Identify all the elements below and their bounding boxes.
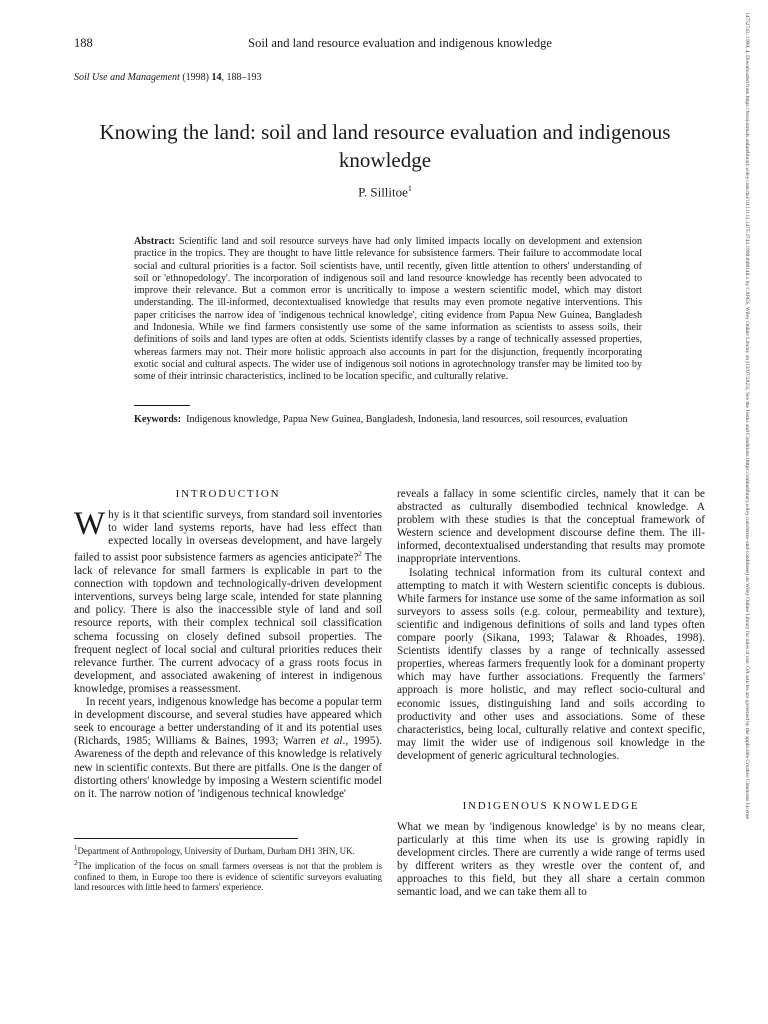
journal-pages: , 188–193	[221, 72, 262, 83]
keywords-text: Indigenous knowledge, Papua New Guinea, Bangladesh, Indonesia, land resources, soil resources, evaluation	[186, 414, 628, 425]
keywords-label: Keywords:	[134, 414, 182, 425]
right-column-top	[397, 488, 705, 763]
author-line	[90, 184, 680, 200]
footnote-2-text: The implication of the focus on small farmers overseas is not that the problem is confined to them, in Europe too there is evidence of scientific surveyors evaluating land resources with little heed to farmers' experience.	[74, 860, 382, 893]
keywords	[134, 414, 642, 426]
right-column-bottom	[397, 821, 705, 900]
indigenous-knowledge-heading: INDIGENOUS KNOWLEDGE	[462, 800, 640, 812]
download-side-note: 14752743, 1998, 4, Downloaded from https://bsssjournals.onlinelibrary.wiley.com/doi/10.1111/j.1475-2743.1998.tb00148.x by CAPES, Wiley Online Library on [12/07/2023]. See the Terms and Conditions (https://onlinelibrary.wiley.com/terms-and-conditions) on Wiley Online Library for rules of use; OA articles are governed by the applicable Creative Commons License	[744, 12, 750, 820]
footnote-rule	[74, 838, 298, 839]
intro-paragraph-2	[74, 696, 382, 801]
journal-name: Soil Use and Management	[74, 72, 180, 83]
abstract	[134, 236, 642, 384]
journal-year: (1998)	[182, 72, 209, 83]
left-column	[74, 506, 382, 801]
journal-citation	[74, 72, 262, 83]
article-title: Knowing the land: soil and land resource evaluation and indigenous knowledge	[99, 120, 671, 172]
intro-paragraph-2-continued: reveals a fallacy in some scientific circles, namely that it can be abstracted as culturally disembodied technical knowledge. A problem with these studies is that the conceptual framework of Western science and development discourse define them. The ill-informed, decontextualised understanding that results may promote inappropriate interventions.	[397, 488, 705, 566]
intro-p2-text-a: In recent years, indigenous knowledge has become a popular term in development discourse, and several studies have appeared which seek to encourage a better understanding of it and its potential uses (Richards, 1985; Williams & Baines, 1993; Warren	[74, 696, 382, 748]
footnote-1-text: Department of Anthropology, University of Durham, Durham DH1 3HN, UK.	[77, 845, 355, 856]
abstract-label: Abstract:	[134, 236, 175, 247]
author-footnote-mark: 1	[407, 184, 412, 193]
journal-volume: 14	[211, 72, 222, 83]
intro-paragraph-3: Isolating technical information from its cultural context and attempting to match it with Western scientific concepts is dubious. While farmers for instance use some of the same information as soil surveyors to assess soils (e.g. colour, permeability and texture), scientific and indigenous definitions of soils and land types often compare poorly (Sikana, 1993; Talawar & Rhoades, 1998). Scientists identify classes by a range of technically assessed properties, whereas farmers frequently look for a dominant property which may have further associations. Frequently the farmers' approach is more holistic, and may reflect socio-cultural and economic issues, distinguishing land and soils according to productivity and other uses and associations. Some of these characteristics, being local, culturally relative and context specific, may limit the wider use of indigenous soil knowledge in the development of generic agricultural technologies.	[397, 566, 705, 762]
page-number: 188	[74, 36, 93, 50]
intro-p1-text-a: hy is it that scientific surveys, from standard soil inventories to wider land systems reports, have had less effect than expected locally in overseas development, and have largely failed to assist poor subsistence farmers as agencies anticipate?	[74, 509, 382, 565]
footnotes	[74, 843, 382, 894]
author-name: P. Sillitoe	[358, 184, 408, 200]
intro-p1-text-b: The lack of relevance for small farmers is explicable in part to the connection with topdown and technologically-driven development interventions, surveys being large scale, intended for state planning and policy. There is also the inaccessible style of land and soil resource reports, with their complex technical soil classification schema focussing on closely defined subsoil properties. The frequent neglect of local social and cultural priorities reduces their relevance further. The current advocacy of a grass roots focus in development, and associated awakening of interest in indigenous knowledge, promises a reassessment.	[74, 552, 382, 695]
footnote-2-mark: 2	[74, 858, 78, 867]
footnote-1-mark: 1	[74, 844, 78, 852]
keywords-rule	[134, 405, 190, 406]
footnote-ref-2: 2	[358, 550, 362, 559]
footnote-2	[74, 858, 382, 893]
abstract-text: Scientific land and soil resource surveys have had only limited impacts locally on development and extension practice in the tropics. They are thought to have little relevance for subsistence farmers. Their failure to accommodate local social and cultural priorities is a factor. Soil scientists have, until recently, given little attention to others' understanding of soil or 'ethnopedology'. The incorporation of indigenous soil and land resource knowledge has recently been advocated to improve their relevance. But a common error is uncritically to impose a western scientific model, which may distort understanding. The ill-informed, decontextualised knowledge that results may even promote negative interventions. This paper criticises the narrow idea of 'indigenous technical knowledge', citing evidence from Papua New Guinea, Bangladesh and Indonesia. While we find farmers consistently use some of the same information as scientists to assess soils, their definitions of soils and land types are often at odds. Scientists identify classes by a range of technically assessed properties, whereas farmers may not. Their more holistic approach also accounts in part for the disjunction, frequently incorporating exotic social and cultural aspects. The wider use of indigenous soil notions in agrotechnology transfer may be limited too by some of their intrinsic characteristics, inclined to be location specific, and culturally relative.	[134, 236, 643, 383]
intro-p2-text-b: ., 1995). Awareness of the depth and relevance of this knowledge is relatively new in scientific contexts. But there are pitfalls. One is the danger of distorting others' knowledge by imposing a Western scientific model on it. The narrow notion of 'indigenous technical knowledge'	[74, 735, 382, 800]
footnote-1	[74, 843, 382, 857]
dropcap: W	[74, 506, 106, 542]
running-head: Soil and land resource evaluation and indigenous knowledge	[248, 36, 552, 50]
ik-paragraph-1: What we mean by 'indigenous knowledge' is by no means clear, particularly at this time when its use is growing rapidly in development circles. There are currently a wide range of terms used by different writers as they wrestle over the content of, and approaches to this field, but they all share a certain common semantic load, and we can take them all to	[397, 821, 705, 899]
intro-paragraph-1	[74, 506, 382, 696]
intro-p2-etal: et al	[320, 735, 343, 748]
introduction-heading: INTRODUCTION	[175, 488, 281, 500]
